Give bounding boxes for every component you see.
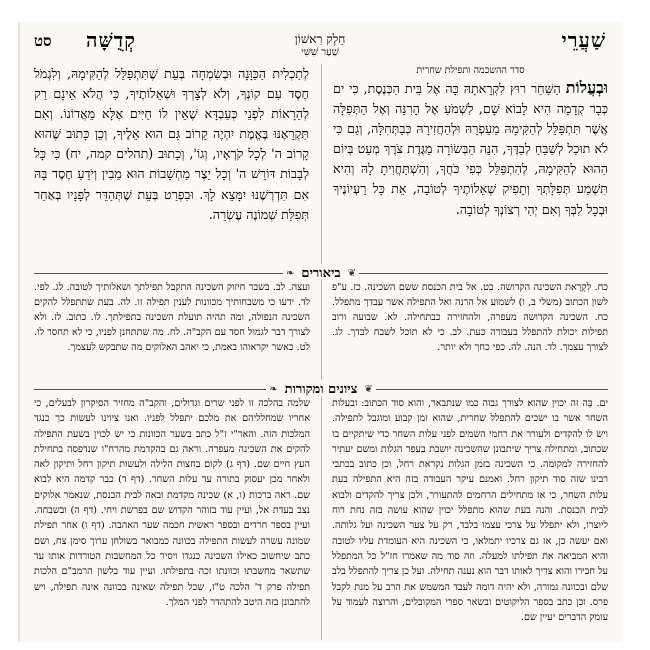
sources-section xyxy=(34,396,608,640)
main-text-column-left xyxy=(34,64,309,225)
page-number: סט xyxy=(34,32,52,50)
book-page xyxy=(18,22,622,642)
divider-line xyxy=(359,273,608,274)
main-text-column-right xyxy=(333,64,608,220)
ornament-icon: ❦ xyxy=(364,383,373,395)
biurim-divider xyxy=(34,266,608,280)
sources-title: ציונים ומקורות xyxy=(284,382,358,397)
main-paragraph-2: לְתַכְלִית הַכַּוָּנָה וּבְשִׂמְחָה בְּעֵת שֶׁתִּתְפַּלֵּל לְהַקִּימָהּ, וְלִגְמֹל חֶסֶד עִם קוֹנְךָ, וְלֹא לְצָרְךָ וּשְׁאֵלוֹתֶיךָ, כִּי הֲלֹא אֵינָם רַק לְהֵרָאוֹת לִפְנֵי כְּעַבְדָּא שֶׁאֵין לוֹ חַיִּים אֶלָּא מֵאֲדוֹנוֹ. וְאִם תִּקְרָאֶנּוּ בֶּאֱמֶת יִהְיֶה קָרוֹב גַּם הוּא אֵלֶיךָ, וְכֵן כָּתוּב שֶׁהוּא קָרוֹב ה' לְכָל קֹרְאָיו, וְגוֹ', וְכָתוּב (תהלים קמה, יח) כִּי כָּל לְבָבוֹת דּוֹרֵשׁ ה' וְכָל יֵצֶר מַחְשָׁבוֹת הוּא מֵבִין וְיֹדֵעַ חֶסֶד בָּהּ אִם תִּדְרְשֶׁנּוּ יִמָּצֵא לָךְ. וּבִפְרַט בְּעֵת שֶׁתְּהַדֵּר לְפָנָיו בְּאַחַר תְּפִלַּת שְׁמוֹנֶה עֶשְׂרֵה. xyxy=(34,66,309,222)
biurim-title: ביאורים xyxy=(301,266,341,281)
biurim-column-right: כח. לִקְרָאת השכינה הקדושה. כט. אל בית הכנסת ששם השכינה. כז. ע"פ לשון הכתוב (משלי ב, ו) לשמוע אל הרנה ואל התפילה אשר עבדך מתפלל. כח. השכינה הקדושה מעפרה, ולהחזירה כבתחילה. לא. שבועה ורוב תפילות יכולת להתפלל בעבורה כעת. לב. כי לא תוכל לשבח לבדך. לג. לצורך עצמך. לד. הנה. לה. כפי כחך ולא יותר. xyxy=(332,282,608,353)
biurim-column-left: ועצה. לב. בשבר חיזוק השכינה התקבל תפילתך ושאלותיך לטובה. לג. לפי. לד. ידעו כי משבחותיך מכוונות לענין תפילה זו. לה. בעת שתתפלל להקים השכינה הנפולה, ומה תהיה תועלת השכינה בתפילתך. לו. כתוב. לז. ולא לצורך דבר לגמול חסד עם הקב"ה. לח. מה שתתחנן לפניו, כי לא תחסר לו. לט. כאשר יקראוהו באמת, כי יאהב האלוקים מה שתבקש לעצמך. xyxy=(34,282,310,353)
biurim-section xyxy=(34,280,608,380)
ornament-icon: ❧ xyxy=(269,383,278,395)
ornament-icon: ❧ xyxy=(285,267,295,279)
main-text xyxy=(34,64,608,264)
running-title-right: שַׁעֲרֵי xyxy=(561,28,606,52)
divider-line xyxy=(34,273,283,274)
sources-column-left: שלמה בהלכה זו לפני שרים וגדולים, והקב"ה מחזיר הסיקרון לבעלים, כי אחריו שמחלליהם את מלכם יתפלל לפניו. ואנו ציוינו לעשות כך כנגד המלכות הזה. והאר"י ז"ל כתב בשער הכוונות כי יש לכוין בשעת התפילה להקים את השכינה מעפרה. וראה גם בהקדמת מהרח"ו שנדפסה בתחילת העץ חיים שם. (דף ג) לקום בחצות הלילה ולעשות תיקון רחל ותיקון לאה ולאחר מכן יעסוק בתורה עד עלות השחר. (דף ד) כבר קדמה היא לבוא שם. ראה ברכות (ו, א) שכינה מקדמת ובאה לבית הכנסת, שנאמר אלוקים נצב בעדת אל, ועיין עוד בזוהר הקדוש שם בפרשת ויחי. (דף ה) ובשבחה. ועיין בספר חרדים ובספר ראשית חכמה שער האהבה. (דף ו) אחר תפילת שמונה עשרה לעשות התפילה בכוונה כמבואר בשולחן ערוך סימן צח, ושם כתב שיחשוב כאילו השכינה כנגדו ויסיר כל המחשבות הטורדות אותו עד שתשאר מחשבתו וכוונתו זכה בתפילתו. ועיין עוד בלשון הרמב"ם הלכות תפילה פרק ד' הלכה ט"ז, שכל תפילה שאינה בכוונה אינה תפילה, ויש להתבונן בזה היטב להתהדר לפני המלך. xyxy=(34,398,310,608)
section-title: סדר ההשכמה ותפילת שחרית xyxy=(416,65,525,76)
gate-label: שַׁעַר שִׁשִּׁי xyxy=(301,47,339,58)
main-paragraph-1: הַשַּׁחַר רוּץ לִקְרָאתָהּ כָּה אֶל בֵּית הַכְּנֶסֶת, כִּי ים כְּבָר קְדָמָה הִיא לָבוֹא שָׁם, לִשְׁמֹעַ אֶל הָרִנָּה וְאֶל הַתְּפִלָּה אֲשֶׁר תִּתְפַּלֵּל לְהַקִּימָהּ מֵעַפְרָהּ וּלְהַחֲזִירָהּ כְּבַתְּחִלָּה, וְגַם כִּי לֹא תוּכַל לְשַׁבֵּחַ לְבַדֶּךָ, הִנֵּה הַבְּשׂוֹרָה מַגֶּדֶת צֹרֶךְ מְעַט בְּיוֹם הַהוּא לְהַקִּימָהּ, לְהִתְפַּלֵּל כְּפִי כֹּחֲךָ, וְהִשְׁתַּחֲוִיתָ לָהּ וְהִיא תִּשְׁמַע תְּפִלָּתְךָ וְתָפִיק שְׁאֵלוֹתֶיךָ לְטוֹבָה, אֵת כָּל רַעְיוֹנֶיךָ וּבְכָל לִבְּךָ וְאִם יְהִי רְצוֹנְךָ לְטוֹבָה. xyxy=(333,81,608,217)
part-label: חֵלֶק רִאשׁוֹן xyxy=(294,32,346,46)
ornament-icon: ❦ xyxy=(347,267,357,279)
divider-line xyxy=(376,389,608,390)
running-title-left: קְדֻשָּׁה xyxy=(86,28,136,52)
divider-line xyxy=(34,389,266,390)
lead-word: וּבְעֲלוֹת xyxy=(565,78,608,97)
page-header xyxy=(28,26,612,66)
sources-divider xyxy=(34,382,608,396)
sources-column-right: ים. בֵּה זה יכוין שהוא לצורך גבוה כמו שנתבאר, והוא סוד הכתוב: ובעלות השחר אשר בו ישכים להתפלל שחרית, שהוא זמן קבוע ומוגבל לתפילה. ויש לו להקדים ולעורר את רחמי השמים לפני עלות השחר כדי שיתקיים בו שכתוב, ומתחילה צריך שיתבונן שהשכינה יושבת בעפר הגלות ומשם יעתיר להחזירה למקומה. כי השכינה בזמן הגלות נקראת רחל, וכן כתוב בכתבי רבינו שזה סוד תיקון רחל. ואמנם עיקר העבודה בזה היא התפילה בעת עלות השחר, כי אז מתחילים הרחמים להתעורר, ולכן צריך להקדים ולבוא לבית הכנסת. והנה בעת שהוא מתפלל יכוין שהוא עושה בזה נחת רוח ליוצרו, ולא יתפלל על צרכי עצמו בלבד, רק על צער השכינה ועל גלותה. ואם יעשה כן, אז גם צרכיו יתמלאו, כי השכינה היא העומדת עליו לטובה והיא המביאה את תפילתו למעלה. וזה סוד מה שאמרו חז"ל כל המתפלל על חבירו והוא צריך לאותו דבר הוא נענה תחילה. ועל כן צריך להתפלל בלב שלם ובכוונה גמורה, ולא יהיה דומה לעבד המשמש את הרב על מנת לקבל פרס. וכן כתב בספר הליקוטים ובשאר ספרי המקובלים, והרוצה לעמוד על עומק הדברים יעיין שם. xyxy=(332,398,608,624)
